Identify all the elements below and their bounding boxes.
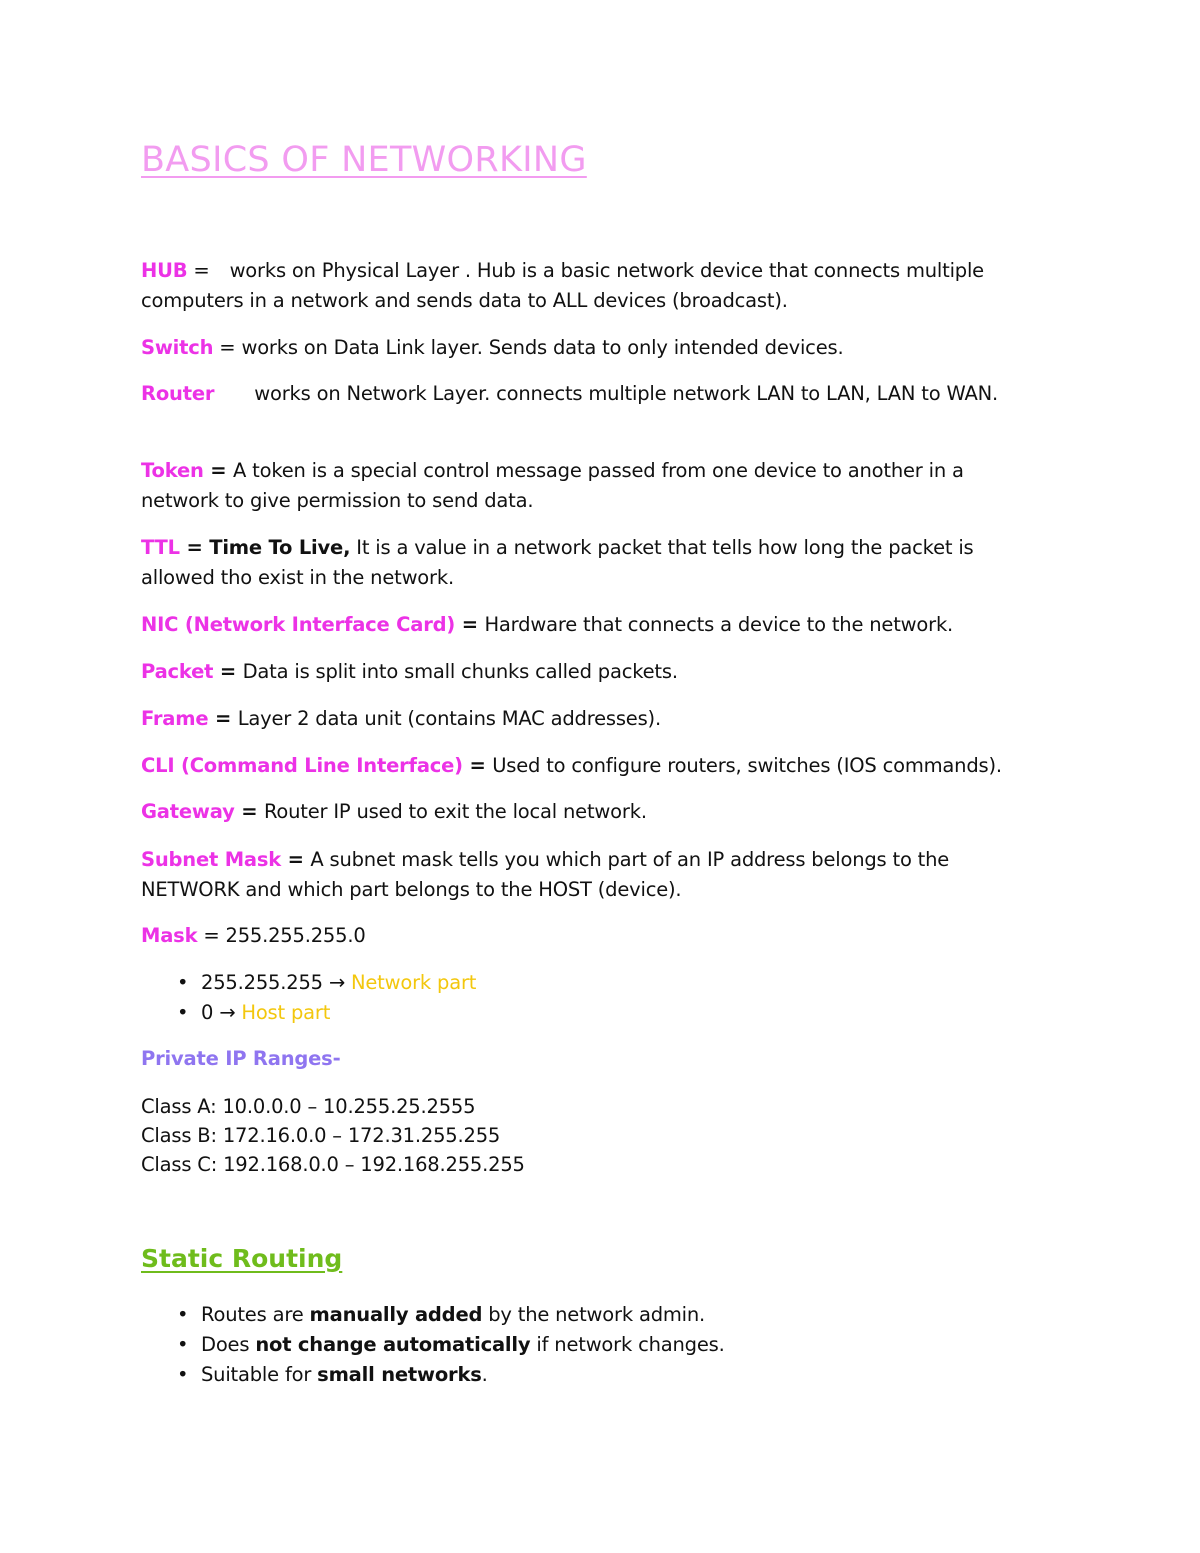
def-sep: = [208, 707, 238, 730]
bullet: • [177, 1363, 189, 1386]
static-routing-list [141, 1300, 725, 1390]
item-pre: Does [201, 1333, 256, 1356]
def-frame [141, 704, 1031, 734]
def-sep: = [462, 754, 493, 777]
bullet: • [177, 971, 189, 994]
def-term: CLI (Command Line Interface) [141, 754, 463, 777]
def-text: Hardware that connects a device to the network. [484, 613, 954, 636]
def-term: Packet [141, 660, 214, 683]
def-term: TTL [141, 536, 180, 559]
def-sep: = [281, 848, 311, 871]
def-strong: Time To Live, [209, 536, 351, 559]
def-packet [141, 657, 1031, 687]
def-cli [141, 751, 1031, 781]
def-term: Mask [141, 924, 198, 947]
def-hub [141, 256, 1031, 315]
mask-part-label: Host part [241, 1001, 331, 1024]
def-term: Gateway [141, 800, 235, 823]
def-sep: = [179, 536, 210, 559]
list-item [141, 1360, 725, 1390]
def-gateway [141, 797, 1031, 827]
bullet: • [177, 1303, 189, 1326]
def-sep: = [213, 660, 243, 683]
def-text: 255.255.255.0 [225, 924, 366, 947]
private-ip-heading: Private IP Ranges- [141, 1047, 341, 1070]
mask-part-value: 255.255.255 [201, 971, 323, 994]
private-ip-ranges [141, 1092, 525, 1179]
def-term: Token [141, 459, 204, 482]
def-ttl [141, 533, 1031, 592]
def-text: works on Network Layer. connects multiple network LAN to LAN, LAN to WAN. [254, 382, 998, 405]
def-term: Frame [141, 707, 209, 730]
item-post: by the network admin. [482, 1303, 706, 1326]
def-text: Data is split into small chunks called packets. [242, 660, 678, 683]
def-sep: = [213, 336, 242, 359]
def-text: works on Physical Layer . Hub is a basic network device that connects multiple computers in a network and sends data to ALL devices (broadcast). [141, 259, 984, 312]
bullet: • [177, 1333, 189, 1356]
def-term: Router [141, 382, 215, 405]
ip-range-line: Class A: 10.0.0.0 – 10.255.25.2555 [141, 1095, 476, 1118]
def-sep: = [187, 259, 216, 282]
item-pre: Suitable for [201, 1363, 318, 1386]
def-mask [141, 921, 1031, 951]
def-term: NIC (Network Interface Card) [141, 613, 456, 636]
static-routing-heading: Static Routing [141, 1244, 343, 1273]
def-sep: = [455, 613, 485, 636]
mask-part-value: 0 [201, 1001, 214, 1024]
item-strong: not change automatically [255, 1333, 531, 1356]
bullet: • [177, 1001, 189, 1024]
ip-range-line: Class B: 172.16.0.0 – 172.31.255.255 [141, 1124, 501, 1147]
def-text: works on Data Link layer. Sends data to only intended devices. [241, 336, 844, 359]
item-pre: Routes are [201, 1303, 310, 1326]
def-term: Subnet Mask [141, 848, 282, 871]
def-sep: = [203, 459, 233, 482]
list-item [141, 1330, 725, 1360]
def-nic [141, 610, 1031, 640]
item-post: if network changes. [530, 1333, 725, 1356]
def-switch [141, 333, 1031, 363]
def-text: Used to configure routers, switches (IOS commands). [492, 754, 1002, 777]
ip-range-line: Class C: 192.168.0.0 – 192.168.255.255 [141, 1153, 525, 1176]
mask-parts-list [141, 968, 476, 1028]
def-subnet-mask [141, 845, 1031, 904]
def-sep: = [197, 924, 226, 947]
item-strong: small networks [317, 1363, 482, 1386]
def-text: Layer 2 data unit (contains MAC addresses). [237, 707, 661, 730]
def-text: A token is a special control message passed from one device to another in a network to give permission to send data. [141, 459, 964, 512]
page-title: BASICS OF NETWORKING [141, 140, 587, 180]
def-term: Switch [141, 336, 214, 359]
def-sep: = [234, 800, 264, 823]
arrow-icon: → [213, 1001, 242, 1024]
def-text: Router IP used to exit the local network. [263, 800, 647, 823]
list-item [141, 968, 476, 998]
mask-part-label: Network part [351, 971, 477, 994]
def-term: HUB [141, 259, 188, 282]
list-item [141, 998, 476, 1028]
def-text: A subnet mask tells you which part of an IP address belongs to the NETWORK and which part belongs to the HOST (device). [141, 848, 950, 901]
list-item [141, 1300, 725, 1330]
item-post: . [481, 1363, 488, 1386]
def-token [141, 456, 1031, 515]
arrow-icon: → [322, 971, 351, 994]
def-router [141, 379, 1031, 409]
def-text: It is a value in a network packet that tells how long the packet is allowed tho exist in the network. [141, 536, 974, 589]
item-strong: manually added [309, 1303, 483, 1326]
